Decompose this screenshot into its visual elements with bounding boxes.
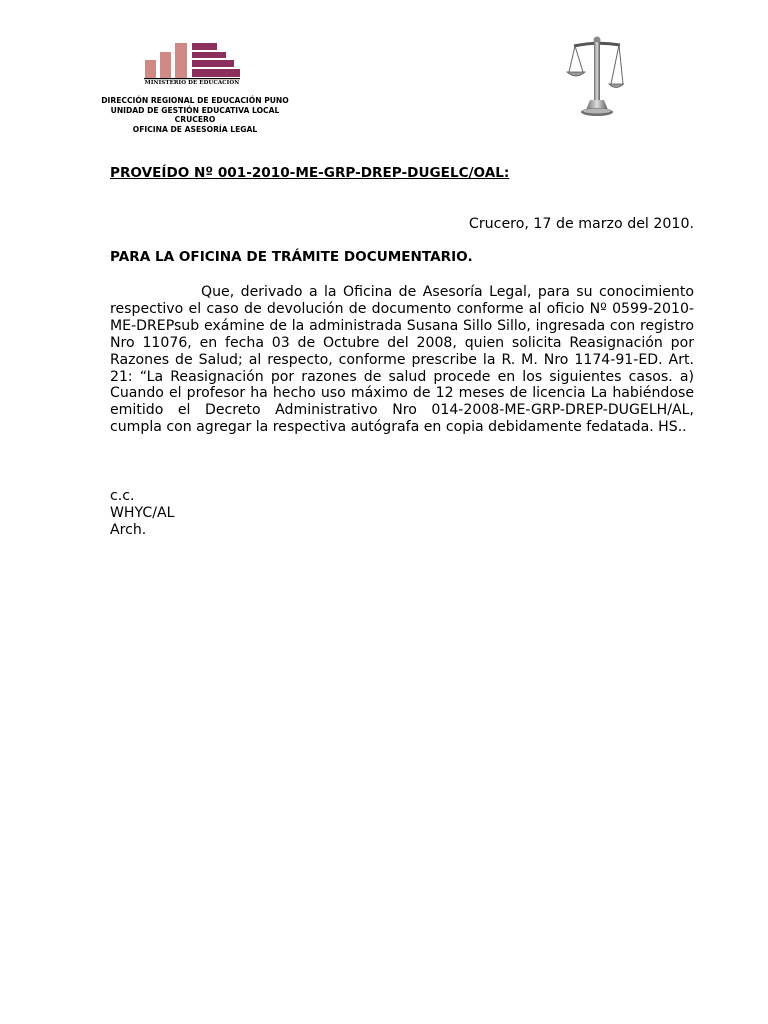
document-date: Crucero, 17 de marzo del 2010. xyxy=(468,216,694,232)
document-footer xyxy=(110,488,174,539)
org-line-city: CRUCERO xyxy=(174,115,216,125)
org-line-office: OFICINA DE ASESORÍA LEGAL xyxy=(132,124,258,134)
document-body-text: Que, derivado a la Oficina de Asesoría Legal, para su conocimiento respectivo el caso de devolución de documento conforme al oficio Nº 0599-2010-ME-DREPsub exámine de la administrada Susana Sillo Sillo, ingresada con registro Nro 11076, en fecha 03 de Octubre del 2008, quien solicita Reasignación por Razones de Salud; al respecto, conforme prescribe la R. M. Nro 1174-91-ED. Art. 21: “La Reasignación por razones de salud procede en los siguientes casos. a) Cuando el profesor ha hecho uso máximo de 12 meses de licencia La habiéndose emitido el Decreto Administrativo Nro 014-2008-ME-GRP-DREP-DUGELH/AL, cumpla con agregar la respectiva autógrafa en copia debidamente fedatada. HS.. xyxy=(110,284,694,436)
document-body xyxy=(110,284,694,436)
org-line-unit: UNIDAD DE GESTIÓN EDUCATIVA LOCAL xyxy=(110,105,280,115)
footer-cc: c.c. xyxy=(110,488,135,504)
organization-header xyxy=(80,96,310,134)
document-addressee: PARA LA OFICINA DE TRÁMITE DOCUMENTARIO. xyxy=(110,249,473,265)
scales-of-justice-icon xyxy=(566,32,624,118)
document-title: PROVEÍDO Nº 001-2010-ME-GRP-DREP-DUGELC/OAL: xyxy=(110,165,510,181)
logo-caption: MINISTERIO DE EDUCACIÓN xyxy=(144,80,240,86)
ministry-logo-bars-icon xyxy=(140,40,244,80)
footer-archive: Arch. xyxy=(110,522,147,538)
footer-initials: WHYC/AL xyxy=(110,505,175,521)
org-line-regional: DIRECCIÓN REGIONAL DE EDUCACIÓN PUNO xyxy=(101,96,289,105)
